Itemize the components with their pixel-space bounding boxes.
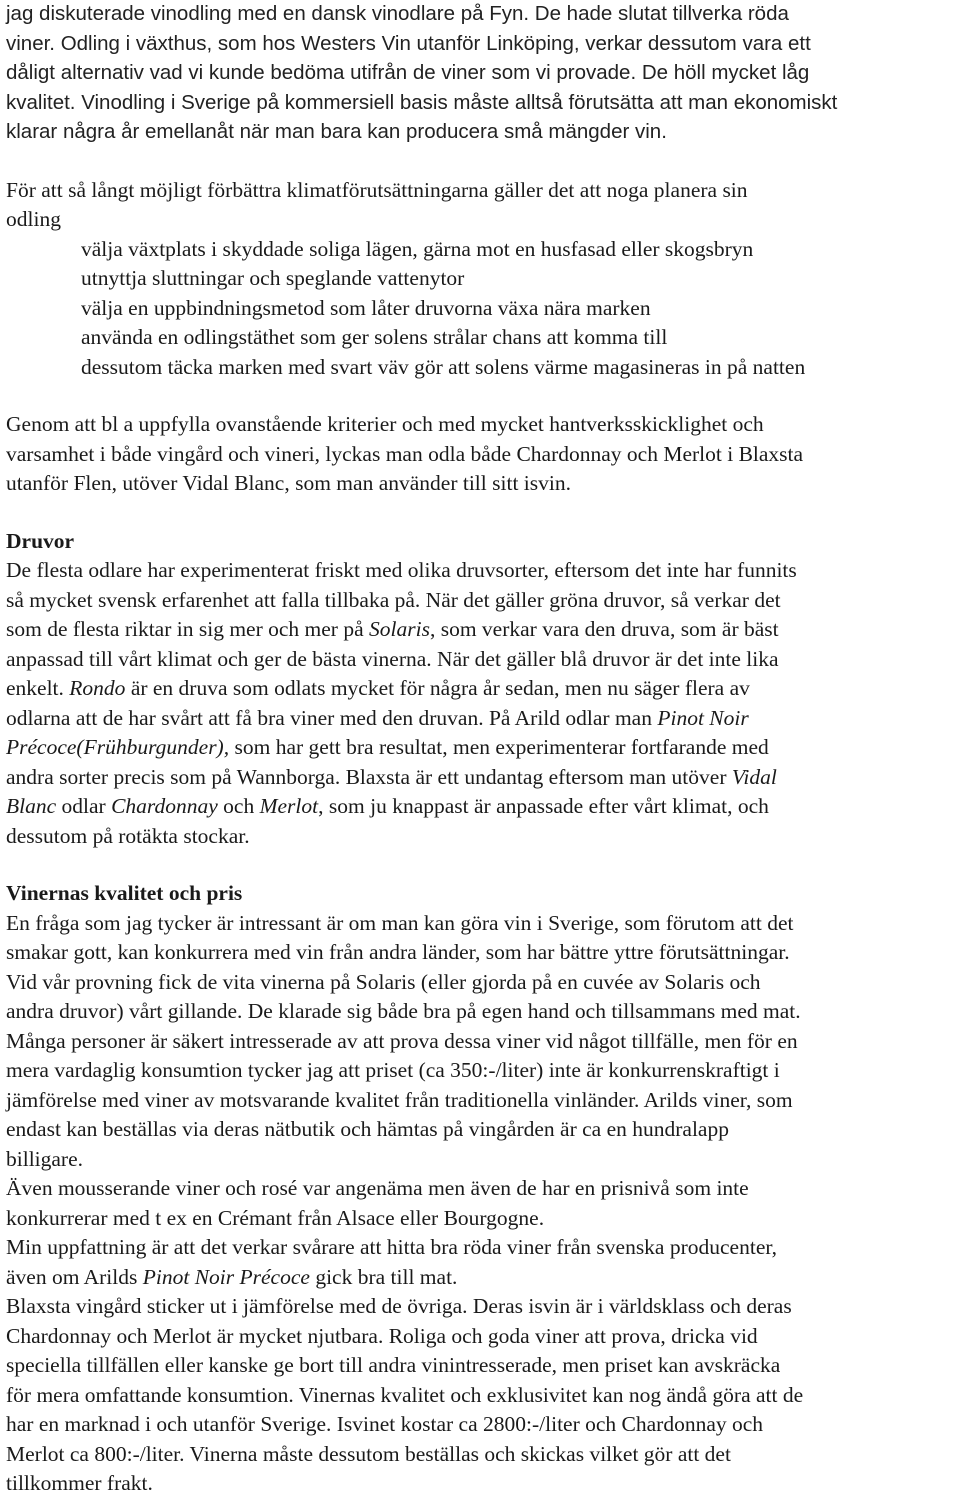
- text-run: och: [217, 794, 260, 818]
- list-item: välja en uppbindningsmetod som låter druvorna växa nära marken: [81, 295, 651, 320]
- text-line: konkurrerar med t ex en Crémant från Alsace eller Bourgogne.: [6, 1205, 545, 1230]
- text-line: [6, 763, 958, 793]
- section-heading-kvalitet: Vinernas kvalitet och pris: [6, 881, 243, 905]
- text-run: odlarna att de har svårt att få bra viner med den druvan. På Arild odlar man: [6, 705, 658, 730]
- list-item: dessutom täcka marken med svart väv gör att solens värme magasineras in på natten: [81, 354, 806, 379]
- text-line: Även mousserande viner och rosé var angenäma men även de har en prisnivå som inte: [6, 1176, 749, 1200]
- text-run: , som verkar vara den druva, som är bäst: [429, 617, 779, 641]
- text-line: klarar några år emellanåt när man bara kan producera små mängder vin.: [6, 120, 667, 143]
- text-line: speciella tillfällen eller kanske ge bort till andra vinintresserade, men priset kan avskräcka: [6, 1353, 781, 1377]
- text-line: [6, 674, 958, 704]
- text-line: jämförelse med viner av motsvarande kvalitet från traditionella vinländer. Arilds viner, som: [6, 1087, 793, 1112]
- text-line: För att så långt möjligt förbättra klimatförutsättningarna gäller det att noga planera sin: [6, 177, 748, 202]
- text-line: Många personer är säkert intresserade av att prova dessa viner vid något tillfälle, men för en: [6, 1028, 798, 1053]
- list-item: använda en odlingstäthet som ger solens strålar chans att komma till: [81, 325, 668, 349]
- section-heading-druvor: Druvor: [6, 528, 75, 553]
- grape-name: Blanc: [6, 794, 57, 818]
- text-line: odling: [6, 207, 61, 231]
- text-line: kvalitet. Vinodling i Sverige på kommersiell basis måste alltså förutsätta att man ekonomiskt: [6, 90, 838, 114]
- paragraph-spacer: [6, 499, 958, 527]
- paragraph-spacer: [6, 382, 958, 410]
- paragraph-spacer: [6, 851, 958, 879]
- grape-name: Solaris: [369, 617, 430, 641]
- grape-name: Merlot: [259, 794, 319, 818]
- text-line: mera vardaglig konsumtion tycker jag att priset (ca 350:-/liter) inte är konkurrenskraftigt i: [6, 1058, 780, 1082]
- text-line: Merlot ca 800:-/liter. Vinerna måste dessutom beställas och skickas vilket gör att det: [6, 1441, 731, 1466]
- text-line: Genom att bl a uppfylla ovanstående kriterier och med mycket hantverksskicklighet och: [6, 412, 764, 436]
- text-line: Blaxsta vingård sticker ut i jämförelse med de övriga. Deras isvin är i världsklass och deras: [6, 1294, 792, 1318]
- blaxsta-paragraph: [6, 410, 958, 499]
- druvor-section: [6, 527, 958, 852]
- text-run: andra sorter precis som på Wannborga. Blaxsta är ett undantag eftersom man utöver: [6, 764, 732, 789]
- text-line: [6, 792, 958, 822]
- text-line: [6, 615, 958, 645]
- document-page: [6, 0, 958, 1499]
- text-line: så mycket svensk erfarenhet att falla tillbaka på. När det gäller gröna druvor, så verkar det: [6, 587, 781, 612]
- list-item: utnyttja sluttningar och speglande vattenytor: [81, 266, 465, 290]
- text-line: jag diskuterade vinodling med en dansk vinodlare på Fyn. De hade slutat tillverka röda: [6, 2, 789, 25]
- text-line: [6, 733, 958, 763]
- list-item: välja växtplats i skyddade soliga lägen, gärna mot en husfasad eller skogsbryn: [81, 236, 754, 261]
- text-line: Min uppfattning är att det verkar svårare att hitta bra röda viner från svenska producenter,: [6, 1235, 778, 1259]
- text-line: anpassad till vårt klimat och ger de bästa vinerna. När det gäller blå druvor är det inte lika: [6, 646, 779, 671]
- text-run: som de flesta riktar in sig mer och mer på: [6, 617, 370, 641]
- text-line: [6, 704, 958, 734]
- text-run: som har gett bra resultat, men experimenterar fortfarande med: [229, 735, 769, 759]
- text-line: andra druvor) vårt gillande. De klarade sig både bra på egen hand och tillsammans med mat.: [6, 999, 801, 1023]
- text-run: gick bra till mat.: [309, 1264, 458, 1289]
- grape-name: Précoce(Frühburgunder),: [6, 735, 230, 759]
- text-line: De flesta odlare har experimenterat friskt med olika druvsorter, eftersom det inte har funnits: [6, 558, 797, 582]
- intro-paragraph: [6, 0, 958, 147]
- text-run: är en druva som odlats mycket för några år sedan, men nu säger flera av: [125, 676, 750, 700]
- text-line: En fråga som jag tycker är intressant är om man kan göra vin i Sverige, som förutom att det: [6, 910, 794, 935]
- text-line: dessutom på rotäkta stockar.: [6, 823, 250, 848]
- text-line: billigare.: [6, 1146, 84, 1171]
- climate-paragraph: [6, 176, 958, 383]
- text-line: tillkommer frakt.: [6, 1471, 153, 1495]
- grape-name: Chardonnay: [111, 794, 218, 818]
- kvalitet-section: [6, 879, 958, 1499]
- text-line: varsamhet i både vingård och vineri, lyckas man odla både Chardonnay och Merlot i Blaxsta: [6, 441, 804, 466]
- grape-name: Vidal: [731, 764, 777, 789]
- paragraph-spacer: [6, 147, 958, 176]
- text-line: Chardonnay och Merlot är mycket njutbara. Roliga och goda viner att prova, dricka vid: [6, 1323, 758, 1348]
- text-line: Vid vår provning fick de vita vinerna på Solaris (eller gjorda på en cuvée av Solaris och: [6, 969, 761, 994]
- text-run: även om Arilds: [6, 1264, 143, 1289]
- text-line: utanför Flen, utöver Vidal Blanc, som man använder till sitt isvin.: [6, 471, 571, 495]
- text-line: har en marknad i och utanför Sverige. Isvinet kostar ca 2800:-/liter och Chardonnay och: [6, 1412, 764, 1436]
- text-line: viner. Odling i växthus, som hos Westers Vin utanför Linköping, verkar dessutom vara ett: [6, 31, 811, 55]
- text-run: , som ju knappast är anpassade efter vårt klimat, och: [318, 794, 769, 818]
- text-run: odlar: [56, 794, 112, 818]
- text-line: dåligt alternativ vad vi kunde bedöma utifrån de viner som vi provade. De höll mycket låg: [6, 61, 810, 84]
- climate-list: [6, 235, 958, 383]
- grape-name: Pinot Noir: [657, 705, 749, 730]
- wine-name: Pinot Noir Précoce: [142, 1264, 310, 1289]
- text-line: endast kan beställas via deras nätbutik och hämtas på vingården är ca en hundralapp: [6, 1117, 729, 1141]
- text-line: för mera omfattande konsumtion. Vinernas kvalitet och exklusivitet kan nog ändå göra att de: [6, 1382, 804, 1407]
- text-run: enkelt.: [6, 676, 70, 700]
- text-line: [6, 1263, 958, 1293]
- grape-name: Rondo: [69, 676, 126, 700]
- text-line: smakar gott, kan konkurrera med vin från andra länder, som har bättre yttre förutsättningar.: [6, 940, 790, 964]
